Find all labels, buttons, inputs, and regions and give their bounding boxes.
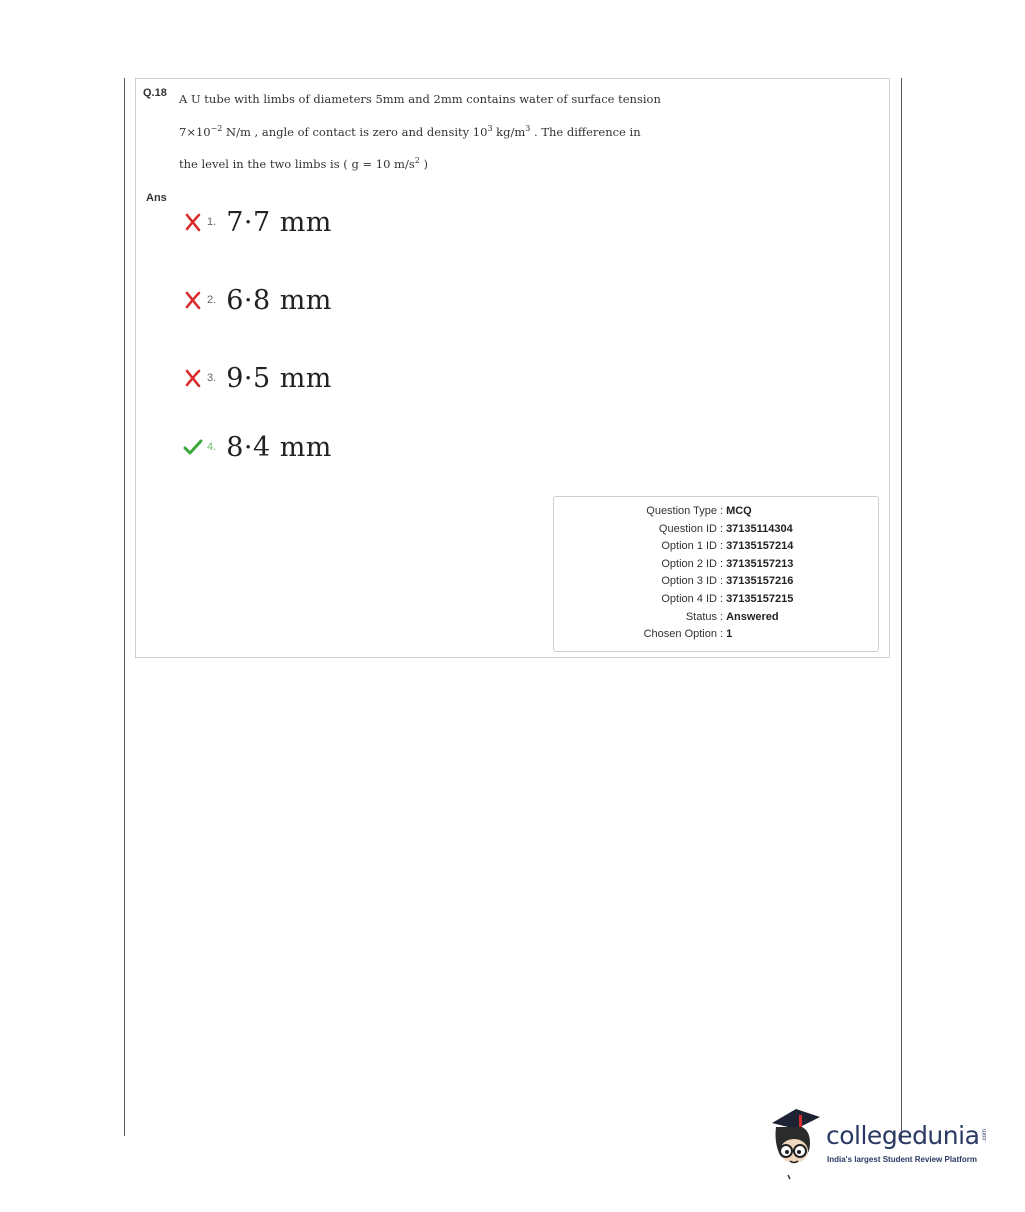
- question-text-line-1: A U tube with limbs of diameters 5mm and 2mm contains water of surface tension: [179, 92, 661, 106]
- option-number: 2.: [207, 294, 217, 306]
- meta-row-chosen-option: Chosen Option : 1: [643, 628, 733, 641]
- option-text: 9·5 mm: [226, 362, 332, 394]
- mascot-icon: [766, 1103, 826, 1183]
- option-2: [183, 280, 332, 320]
- answer-label: Ans: [146, 192, 167, 204]
- option-number: 4.: [207, 441, 217, 453]
- meta-row-option-4-id: Option 4 ID : 37135157215: [661, 592, 794, 605]
- question-text-line-2: $7\times 10^{-2}$ N/m , angle of contact is zero and density $10^3$ $kg/m^3$ . The difference in: [179, 124, 641, 139]
- left-margin-line: [124, 78, 125, 1136]
- collegedunia-logo: [766, 1103, 996, 1183]
- meta-row-option-1-id: Option 1 ID : 37135157214: [661, 540, 794, 553]
- option-3: [183, 358, 332, 398]
- check-icon: [183, 437, 203, 457]
- meta-row-question-type: Question Type : MCQ: [646, 505, 752, 517]
- meta-row-option-2-id: Option 2 ID : 37135157213: [661, 557, 794, 570]
- brand-suffix: .com: [982, 1129, 988, 1143]
- option-text: 6·8 mm: [226, 284, 332, 316]
- meta-row-status: Status : Answered: [685, 610, 779, 623]
- meta-row-question-id: Question ID : 37135114304: [658, 522, 793, 535]
- option-4: [183, 427, 332, 467]
- cross-icon: [183, 212, 203, 232]
- cross-icon: [183, 368, 203, 388]
- brand-name: collegedunia: [826, 1121, 980, 1150]
- option-text: 7·7 mm: [226, 206, 332, 238]
- option-number: 1.: [207, 216, 217, 228]
- right-margin-line: [901, 78, 902, 1140]
- question-text-line-3: the level in the two limbs is ( g = 10 $m/s^2$ ): [179, 156, 428, 171]
- question-metadata-panel: [553, 496, 879, 652]
- option-number: 3.: [207, 372, 217, 384]
- cross-icon: [183, 290, 203, 310]
- option-1: [183, 202, 332, 242]
- option-text: 8·4 mm: [226, 431, 332, 463]
- brand-tagline: India's largest Student Review Platform: [827, 1155, 977, 1164]
- question-number: Q.18: [143, 87, 167, 99]
- meta-row-option-3-id: Option 3 ID : 37135157216: [661, 575, 794, 588]
